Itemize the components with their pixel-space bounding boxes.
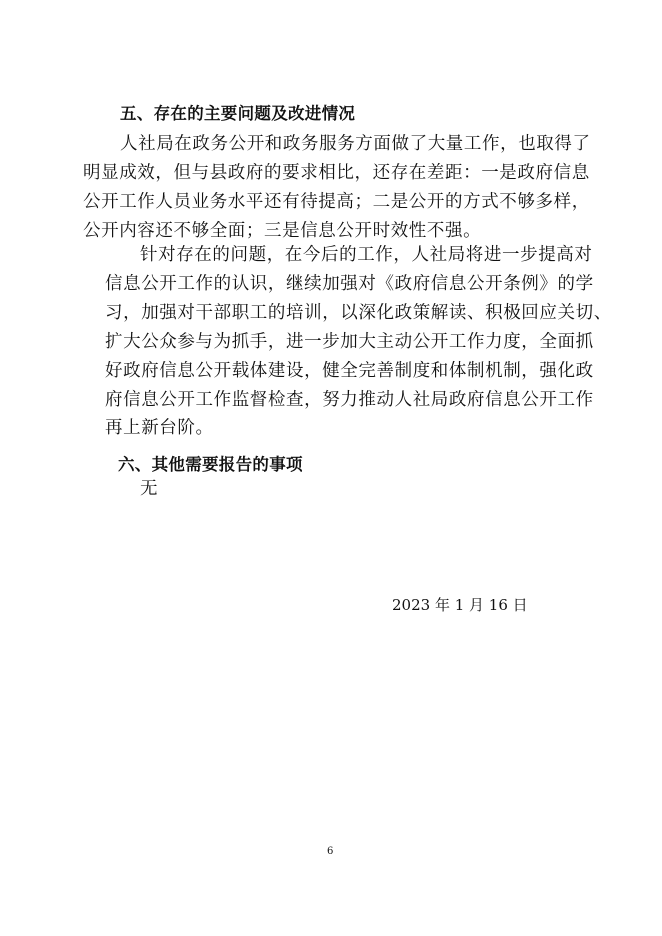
paragraph-line: 府信息公开工作监督检查，努力推动人社局政府信息公开工作	[105, 390, 594, 410]
paragraph-line: 习，加强对干部职工的培训，以深化政策解读、积极回应关切、	[105, 303, 612, 323]
paragraph-line: 人社局在政务公开和政务服务方面做了大量工作，也取得了	[120, 134, 591, 154]
paragraph-line: 再上新台阶。	[105, 418, 214, 438]
report-date: 2023 年 1 月 16 日	[392, 596, 528, 614]
paragraph-line: 明显成效，但与县政府的要求相比，还存在差距：一是政府信息	[83, 163, 590, 183]
section-6-body: 无	[140, 479, 159, 499]
paragraph-line: 公开工作人员业务水平还有待提高；二是公开的方式不够多样，	[83, 192, 590, 212]
paragraph-line: 公开内容还不够全面；三是信息公开时效性不强。	[83, 221, 482, 241]
page-number: 6	[327, 846, 334, 857]
paragraph-line: 好政府信息公开载体建设，健全完善制度和体制机制，强化政	[105, 361, 594, 381]
section-6-heading: 六、其他需要报告的事项	[118, 455, 303, 474]
paragraph-line: 信息公开工作的认识，继续加强对《政府信息公开条例》的学	[105, 274, 594, 294]
paragraph-line: 针对存在的问题，在今后的工作，人社局将进一步提高对	[140, 245, 593, 265]
paragraph-line: 扩大公众参与为抓手，进一步加大主动公开工作力度，全面抓	[105, 332, 594, 352]
section-5-heading: 五、存在的主要问题及改进情况	[120, 104, 356, 123]
